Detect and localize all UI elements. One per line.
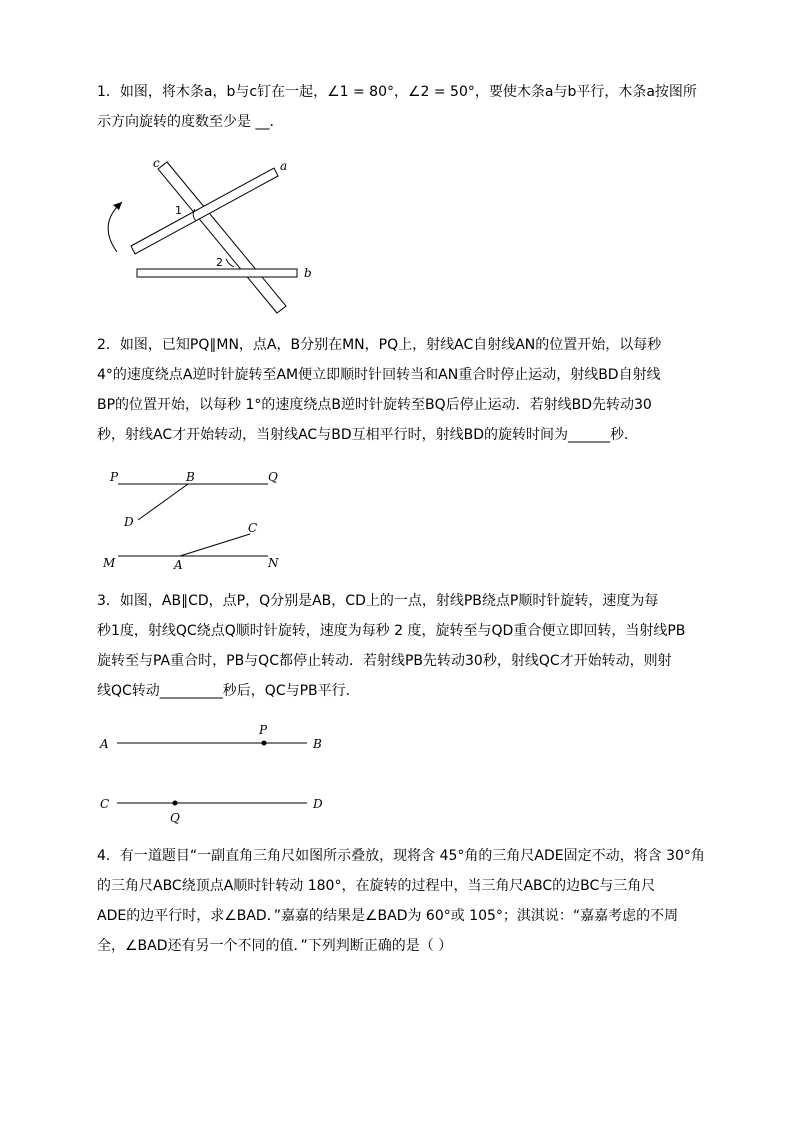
label-c: c <box>153 156 160 170</box>
label-Q: Q <box>268 470 278 484</box>
label-a: a <box>280 159 288 173</box>
figure-2-parallel-rays <box>100 466 290 576</box>
question-3 <box>97 586 707 706</box>
question-1 <box>97 77 707 137</box>
label-angle-2: 2 <box>216 256 223 269</box>
strip-a <box>131 168 278 254</box>
question-2 <box>97 330 707 450</box>
strip-c <box>158 162 286 313</box>
point-Q <box>173 801 178 806</box>
strip-b <box>137 269 297 277</box>
q2-line-4: 秒，射线AC才开始转动，当射线AC与BD互相平行时，射线BD的旋转时间为______秒． <box>97 427 638 443</box>
figure-1-wood-strips <box>95 152 325 322</box>
q4-line-3: ADE的边平行时，求∠BAD．”嘉嘉的结果是∠BAD为 60°或 105°；淇淇说：“嘉嘉考虑的不周 <box>97 908 679 924</box>
point-P <box>262 741 267 746</box>
q4-line-4: 全，∠BAD还有另一个不同的值．”下列判断正确的是（ ） <box>97 938 453 954</box>
label-D: D <box>124 515 134 529</box>
label-C: C <box>100 797 110 811</box>
label-B: B <box>313 737 322 751</box>
question-4 <box>97 841 707 961</box>
q4-line-1: 4．有一道题目“一副直角三角尺如图所示叠放，现将含 45°角的三角尺ADE固定不动，将含 30°角 <box>97 848 705 864</box>
ray-BD <box>138 484 188 520</box>
q3-line-4: 线QC转动_________秒后，QC与PB平行． <box>97 683 360 699</box>
label-P: P <box>110 470 119 484</box>
q2-line-1: 2．如图，已知PQ∥MN，点A，B分别在MN，PQ上，射线AC自射线AN的位置开始，以每秒 <box>97 337 662 353</box>
q1-line-1: 1．如图，将木条a，b与c钉在一起，∠1 = 80°，∠2 = 50°，要使木条a与b平行，木条a按图所 <box>97 84 697 100</box>
label-angle-1: 1 <box>175 204 182 217</box>
q3-line-3: 旋转至与PA重合时，PB与QC都停止转动．若射线PB先转动30秒，射线QC才开始转动，则射 <box>97 653 672 669</box>
label-D: D <box>313 797 323 811</box>
label-b: b <box>304 266 312 280</box>
rotation-arrow-head <box>113 202 122 210</box>
q1-line-2: 示方向旋转的度数至少是 __. <box>97 114 274 130</box>
q3-line-2: 秒1度，射线QC绕点Q顺时针旋转，速度为每秒 2 度，旋转至与QD重合便立即回转，当射线PB <box>97 623 686 639</box>
label-Q: Q <box>170 811 180 825</box>
label-A: A <box>174 558 183 572</box>
q4-line-2: 的三角尺ABC绕顶点A顺时针转动 180°，在旋转的过程中，当三角尺ABC的边BC与三角尺 <box>97 878 656 894</box>
label-N: N <box>268 556 279 570</box>
label-M: M <box>103 556 116 570</box>
q2-line-3: BP的位置开始，以每秒 1°的速度绕点B逆时针旋转至BQ后停止运动．若射线BD先转动30 <box>97 397 652 413</box>
label-C: C <box>248 521 258 535</box>
figure-3-parallel-lines <box>95 718 335 828</box>
ray-AC <box>180 534 250 556</box>
q3-line-1: 3．如图，AB∥CD，点P，Q分别是AB，CD上的一点，射线PB绕点P顺时针旋转，速度为每 <box>97 593 659 609</box>
label-B: B <box>186 470 195 484</box>
rotation-arrow <box>108 202 122 252</box>
label-P: P <box>259 723 268 737</box>
label-A: A <box>100 737 109 751</box>
q2-line-2: 4°的速度绕点A逆时针旋转至AM便立即顺时针回转当和AN重合时停止运动，射线BD自射线 <box>97 367 661 383</box>
